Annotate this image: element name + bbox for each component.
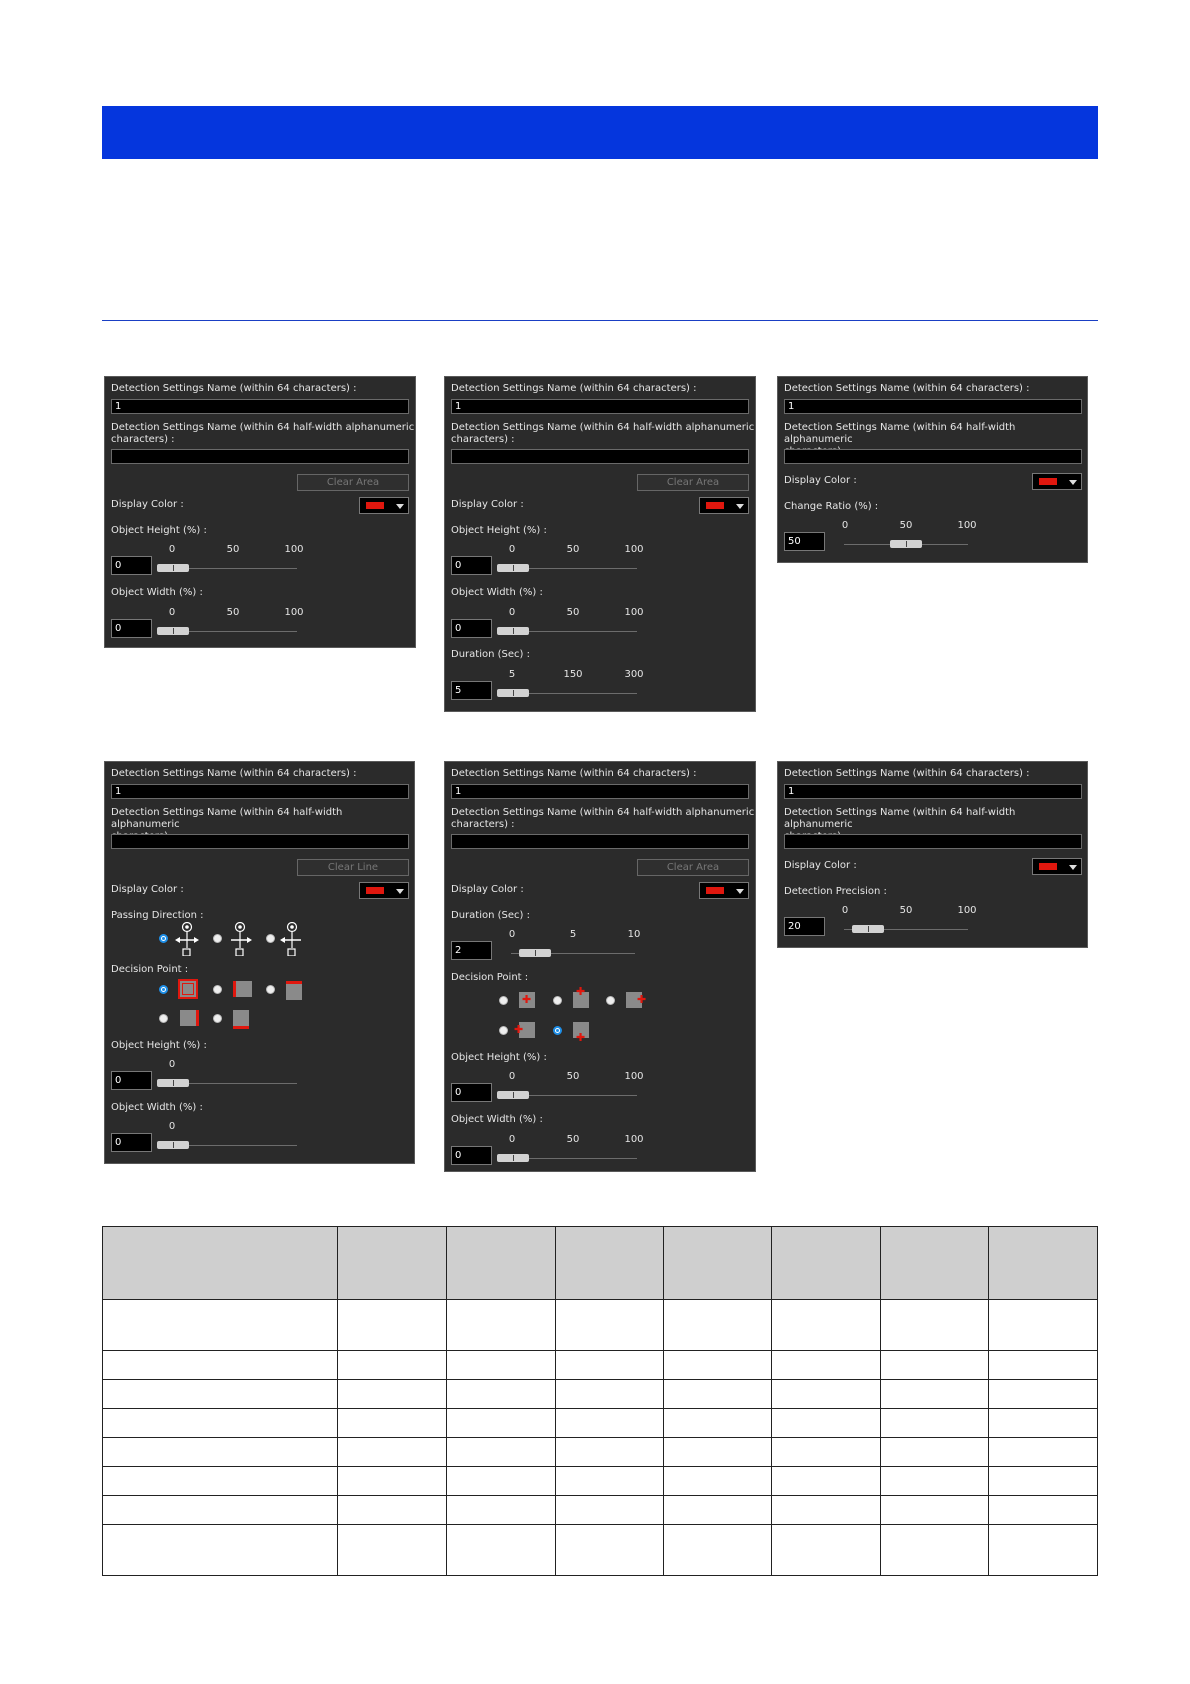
table-cell [881,1300,989,1351]
object-height-slider[interactable] [497,1091,529,1099]
object-width-label: Object Width (%) : [451,1114,543,1125]
table-cell [772,1380,881,1409]
decision-top-icon [573,985,589,1008]
alnum-input[interactable] [451,834,749,849]
object-height-slider[interactable] [497,564,529,572]
table-header-cell [881,1227,989,1300]
decision-right-icon [626,992,647,1008]
decision-bottom-radio[interactable] [553,1026,562,1035]
object-width-input[interactable]: 0 [111,1133,152,1152]
color-swatch [366,502,384,509]
display-color-select[interactable] [699,882,749,899]
table-cell [881,1351,989,1380]
object-height-slider[interactable] [157,564,189,572]
tick-label: 50 [566,1071,580,1082]
decision-left-radio[interactable] [499,1026,508,1035]
tick-label: 50 [566,607,580,618]
table-cell [337,1300,446,1351]
color-swatch [706,887,724,894]
table-cell [446,1525,555,1576]
table-cell [989,1300,1098,1351]
name-input[interactable]: 1 [784,399,1082,414]
decision-top-icon [286,981,302,1000]
detection-precision-slider[interactable] [852,925,884,933]
plus-marker-icon: ✚ [637,993,647,1006]
duration-label: Duration (Sec) : [451,649,530,660]
clear-area-button[interactable]: Clear Area [637,474,749,491]
table-header-cell [989,1227,1098,1300]
detection-precision-label: Detection Precision : [784,886,887,897]
table-header-cell [337,1227,446,1300]
detection-precision-input[interactable]: 20 [784,917,825,936]
tick-label: 0 [841,520,849,531]
tick-label: 100 [284,544,304,555]
object-width-slider[interactable] [497,1154,529,1162]
table-cell [446,1467,555,1496]
tick-label: 100 [284,607,304,618]
tick-label: 50 [566,1134,580,1145]
tick-label: 0 [168,1121,176,1132]
table-cell [989,1380,1098,1409]
table-header-cell [664,1227,772,1300]
table-cell [989,1438,1098,1467]
table-cell [103,1467,338,1496]
table-cell [881,1380,989,1409]
table-cell [555,1438,664,1467]
display-color-select[interactable] [1032,473,1082,490]
alnum-label: Detection Settings Name (within 64 half-width alphanumeric characters) : [451,807,755,830]
table-cell [337,1496,446,1525]
decision-left-radio[interactable] [213,985,222,994]
display-color-select[interactable] [359,497,409,514]
decision-left-icon [233,981,252,997]
decision-point-label: Decision Point : [111,964,189,975]
chevron-down-icon [1069,480,1077,485]
table-header-cell [446,1227,555,1300]
header-bar [102,106,1098,159]
table-row [103,1300,1098,1351]
decision-right-radio[interactable] [606,996,615,1005]
table-cell [446,1300,555,1351]
table-cell [337,1351,446,1380]
direction-left-radio[interactable] [266,934,275,943]
change-ratio-input[interactable]: 50 [784,532,825,551]
plus-marker-icon: ✚ [522,993,532,1006]
tick-label: 0 [508,929,516,940]
table-cell [989,1467,1098,1496]
plus-marker-icon: ✚ [576,985,586,998]
table-cell [772,1467,881,1496]
duration-slider[interactable] [497,689,529,697]
table-cell [555,1409,664,1438]
tick-label: 10 [627,929,641,940]
table-row [103,1351,1098,1380]
table-cell [772,1351,881,1380]
object-width-label: Object Width (%) : [111,1102,203,1113]
name-input[interactable]: 1 [451,399,749,414]
table-cell [772,1496,881,1525]
object-height-input[interactable]: 0 [451,556,492,575]
tick-label: 0 [508,1134,516,1145]
direction-right-radio[interactable] [213,934,222,943]
tick-label: 100 [624,544,644,555]
chevron-down-icon [736,889,744,894]
tick-label: 100 [624,1134,644,1145]
table-cell [664,1409,772,1438]
tick-label: 50 [226,544,240,555]
table-cell [337,1467,446,1496]
table-row [103,1525,1098,1576]
decision-right-radio[interactable] [159,1014,168,1023]
table-cell [555,1351,664,1380]
name-label: Detection Settings Name (within 64 characters) : [451,383,697,394]
color-swatch [706,502,724,509]
name-label: Detection Settings Name (within 64 characters) : [784,383,1030,394]
panel-abandoned-object [444,761,756,1172]
table-cell [664,1496,772,1525]
panel-scene-change [777,376,1088,563]
decision-bottom-radio[interactable] [213,1014,222,1023]
bidirectional-arrow-icon [175,922,199,956]
name-input[interactable]: 1 [111,399,409,414]
alnum-label: Detection Settings Name (within 64 half-width alphanumeric [784,807,1016,830]
tick-label: 0 [841,905,849,916]
table-cell [772,1409,881,1438]
table-cell [446,1351,555,1380]
decision-center-icon [519,992,535,1008]
decision-center-radio[interactable] [499,996,508,1005]
tick-label: 100 [624,607,644,618]
tick-label: 50 [226,607,240,618]
clear-area-button[interactable]: Clear Area [297,474,409,491]
table-row [103,1496,1098,1525]
table-header-row [103,1227,1098,1300]
table-cell [881,1438,989,1467]
tick-label: 100 [957,520,977,531]
alnum-label: Detection Settings Name (within 64 half-width alphanumeric [111,807,343,830]
name-input[interactable]: 1 [451,784,749,799]
tick-label: 100 [624,1071,644,1082]
table-row [103,1380,1098,1409]
table-cell [989,1351,1098,1380]
display-color-select[interactable] [359,882,409,899]
decision-box [182,983,194,995]
table-row [103,1438,1098,1467]
alnum-label: Detection Settings Name (within 64 half-width alphanumeric characters) : [111,422,415,445]
table-cell [772,1525,881,1576]
table-cell [555,1525,664,1576]
alnum-label: Detection Settings Name (within 64 half-width alphanumeric characters) : [451,422,755,445]
object-height-input[interactable]: 0 [451,1083,492,1102]
table-cell [337,1438,446,1467]
table-header-cell [103,1227,338,1300]
decision-center-radio[interactable] [159,985,168,994]
display-color-select[interactable] [699,497,749,514]
name-input[interactable]: 1 [784,784,1082,799]
object-width-slider[interactable] [157,1141,189,1149]
tick-label: 5 [508,669,516,680]
alnum-label: Detection Settings Name (within 64 half-width alphanumeric [784,422,1016,445]
chevron-down-icon [396,889,404,894]
table-cell [103,1380,338,1409]
name-label: Detection Settings Name (within 64 characters) : [111,768,357,779]
tick-label: 50 [566,544,580,555]
color-swatch [1039,863,1057,870]
table-cell [881,1496,989,1525]
name-input[interactable]: 1 [111,784,409,799]
display-color-select[interactable] [1032,858,1082,875]
table-cell [337,1525,446,1576]
tick-label: 150 [563,669,583,680]
object-height-label: Object Height (%) : [451,525,547,536]
clear-area-button[interactable]: Clear Area [637,859,749,876]
direction-both-radio[interactable] [159,934,168,943]
table-cell [555,1496,664,1525]
arrow-left-icon [280,922,304,956]
object-height-input[interactable]: 0 [111,556,152,575]
decision-left-icon [514,1022,535,1038]
table-cell [103,1351,338,1380]
table-cell [103,1409,338,1438]
name-label: Detection Settings Name (within 64 characters) : [111,383,357,394]
table-cell [103,1438,338,1467]
name-label: Detection Settings Name (within 64 characters) : [784,768,1030,779]
object-height-label: Object Height (%) : [451,1052,547,1063]
table-cell [772,1300,881,1351]
alnum-input[interactable] [784,834,1082,849]
display-color-label: Display Color : [784,860,857,871]
table-cell [664,1525,772,1576]
decision-bottom-icon [233,1010,249,1029]
color-swatch [366,887,384,894]
table-cell [446,1438,555,1467]
object-height-label: Object Height (%) : [111,525,207,536]
table-cell [446,1380,555,1409]
display-color-label: Display Color : [111,884,184,895]
table-cell [103,1525,338,1576]
plus-marker-icon: ✚ [576,1031,586,1044]
tick-label: 0 [508,1071,516,1082]
table-cell [881,1525,989,1576]
table-cell [989,1525,1098,1576]
object-height-slider[interactable] [157,1079,189,1087]
decision-right-icon [180,1010,199,1026]
table-header-cell [772,1227,881,1300]
panel-intrusion [104,376,416,648]
color-swatch [1039,478,1057,485]
table-cell [103,1300,338,1351]
tick-label: 0 [508,544,516,555]
arrow-right-icon [228,922,252,956]
tick-label: 0 [168,1059,176,1070]
table-cell [772,1438,881,1467]
tick-label: 0 [508,607,516,618]
table-cell [446,1496,555,1525]
chevron-down-icon [396,504,404,509]
display-color-label: Display Color : [111,499,184,510]
plus-marker-icon: ✚ [514,1023,524,1036]
tick-label: 5 [569,929,577,940]
alnum-input[interactable] [784,449,1082,464]
display-color-label: Display Color : [451,499,524,510]
alnum-input[interactable] [451,449,749,464]
duration-input[interactable]: 5 [451,681,492,700]
tick-label: 0 [168,607,176,618]
section-divider [102,320,1098,321]
chevron-down-icon [1069,865,1077,870]
table-row [103,1409,1098,1438]
table-cell [664,1467,772,1496]
panel-line-crossing [104,761,415,1164]
table-cell [446,1409,555,1438]
object-width-slider[interactable] [157,627,189,635]
tick-label: 300 [624,669,644,680]
table-cell [555,1300,664,1351]
display-color-label: Display Color : [451,884,524,895]
decision-top-radio[interactable] [266,985,275,994]
table-cell [881,1467,989,1496]
decision-point-label: Decision Point : [451,972,529,983]
tick-label: 0 [168,544,176,555]
table-cell [664,1438,772,1467]
table-cell [664,1351,772,1380]
table-row [103,1467,1098,1496]
table-cell [664,1380,772,1409]
decision-center-icon [180,981,196,997]
chevron-down-icon [736,504,744,509]
alnum-input[interactable] [111,449,409,464]
object-width-label: Object Width (%) : [111,587,203,598]
table-cell [989,1409,1098,1438]
table-cell [664,1300,772,1351]
duration-label: Duration (Sec) : [451,910,530,921]
display-color-label: Display Color : [784,475,857,486]
object-height-label: Object Height (%) : [111,1040,207,1051]
passing-direction-label: Passing Direction : [111,910,204,921]
duration-input[interactable]: 2 [451,941,492,960]
object-width-slider[interactable] [497,627,529,635]
object-width-input[interactable]: 0 [451,619,492,638]
decision-bottom-icon [573,1022,589,1044]
change-ratio-slider[interactable] [890,540,922,548]
clear-line-button[interactable]: Clear Line [297,859,409,876]
change-ratio-label: Change Ratio (%) : [784,501,879,512]
table-cell [103,1496,338,1525]
object-height-input[interactable]: 0 [111,1071,152,1090]
object-width-label: Object Width (%) : [451,587,543,598]
panel-loitering [444,376,756,712]
table-cell [881,1409,989,1438]
object-width-input[interactable]: 0 [451,1146,492,1165]
table-cell [555,1467,664,1496]
table-cell [337,1380,446,1409]
table-cell [989,1496,1098,1525]
tick-label: 100 [957,905,977,916]
table-header-cell [555,1227,664,1300]
table-cell [337,1409,446,1438]
object-width-input[interactable]: 0 [111,619,152,638]
duration-slider[interactable] [519,949,551,957]
tick-label: 50 [899,520,913,531]
settings-table [102,1226,1098,1576]
tick-label: 50 [899,905,913,916]
decision-top-radio[interactable] [553,996,562,1005]
table-cell [555,1380,664,1409]
name-label: Detection Settings Name (within 64 characters) : [451,768,697,779]
alnum-input[interactable] [111,834,409,849]
panel-detection-precision [777,761,1088,948]
